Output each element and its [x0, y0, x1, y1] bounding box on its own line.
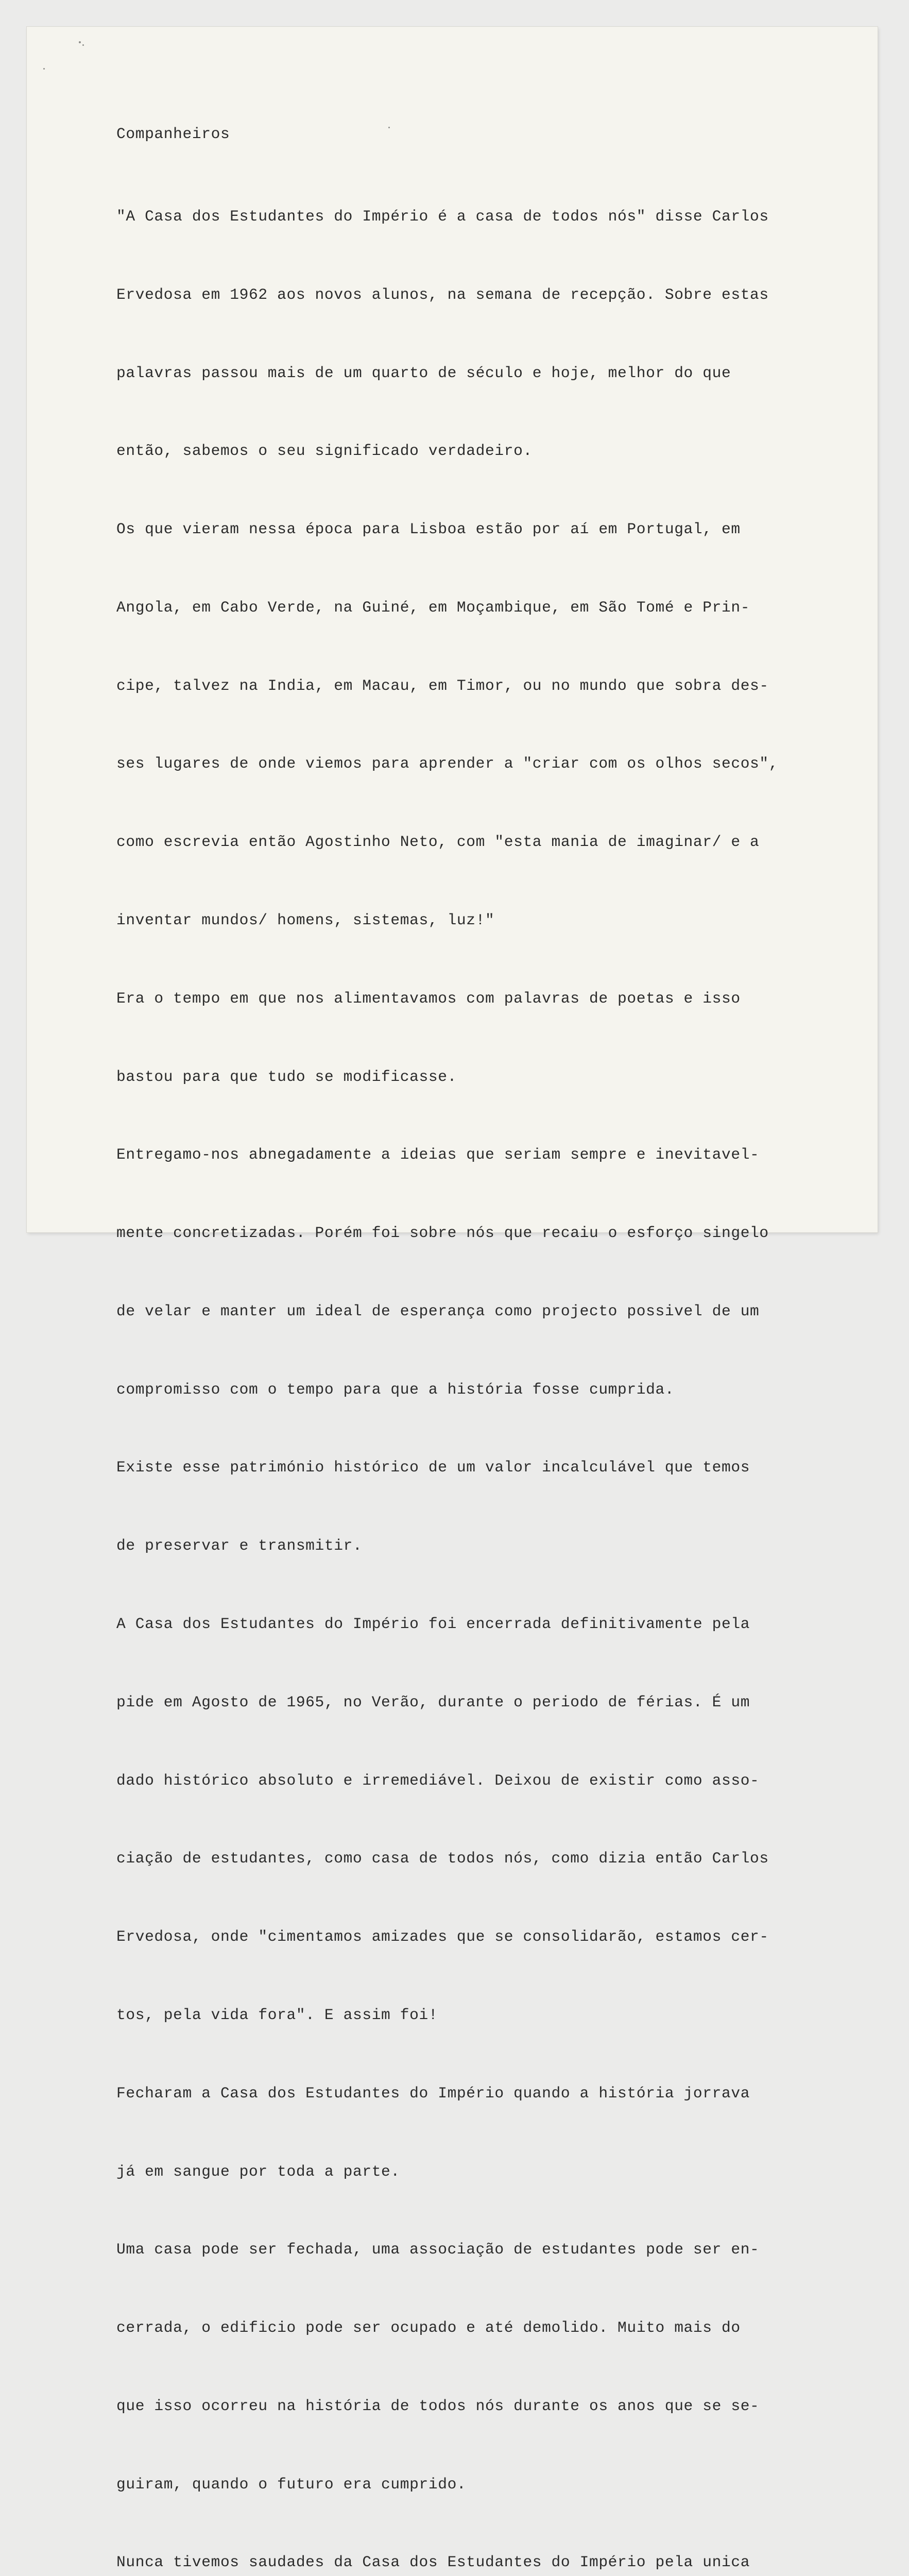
text-line: que isso ocorreu na história de todos nós durante os anos que se se-	[116, 2397, 760, 2415]
text-line: cerrada, o edificio pode ser ocupado e até demolido. Muito mais do	[116, 2319, 741, 2337]
text-line: inventar mundos/ homens, sistemas, luz!"	[116, 911, 495, 929]
text-line: pide em Agosto de 1965, no Verão, durante o periodo de férias. É um	[116, 1693, 750, 1711]
text-line: Os que vieram nessa época para Lisboa estão por aí em Portugal, em	[116, 520, 741, 538]
text-line: Ervedosa em 1962 aos novos alunos, na semana de recepção. Sobre estas	[116, 285, 769, 303]
text-line: A Casa dos Estudantes do Império foi encerrada definitivamente pela	[116, 1615, 750, 1633]
text-line: Existe esse património histórico de um valor incalculável que temos	[116, 1459, 750, 1477]
text-line: Ervedosa, onde "cimentamos amizades que se consolidarão, estamos cer-	[116, 1928, 769, 1946]
text-line: cipe, talvez na India, em Macau, em Timor, ou no mundo que sobra des-	[116, 676, 769, 694]
letter-body	[116, 69, 884, 2576]
text-line: de velar e manter um ideal de esperança como projecto possivel de um	[116, 1302, 760, 1320]
text-line: Uma casa pode ser fechada, uma associação de estudantes pode ser en-	[116, 2241, 760, 2259]
text-line: de preservar e transmitir.	[116, 1537, 363, 1555]
text-line: mente concretizadas. Porém foi sobre nós que recaiu o esforço singelo	[116, 1224, 769, 1242]
text-line: Fecharam a Casa dos Estudantes do Império quando a história jorrava	[116, 2084, 750, 2102]
text-line: guiram, quando o futuro era cumprido.	[116, 2475, 467, 2493]
paper-speck	[82, 44, 84, 46]
paper-speck	[79, 41, 81, 43]
paper-speck	[43, 68, 45, 70]
text-line: ciação de estudantes, como casa de todos nós, como dizia então Carlos	[116, 1850, 769, 1868]
text-line: dado histórico absoluto e irremediável. Deixou de existir como asso-	[116, 1771, 760, 1789]
text-line: Era o tempo em que nos alimentavamos com palavras de poetas e isso	[116, 989, 741, 1007]
text-line: então, sabemos o seu significado verdadeiro.	[116, 442, 533, 460]
text-line: "A Casa dos Estudantes do Império é a casa de todos nós" disse Carlos	[116, 207, 769, 225]
text-line: ses lugares de onde viemos para aprender a "criar com os olhos secos",	[116, 755, 779, 773]
text-line: bastou para que tudo se modificasse.	[116, 1067, 457, 1086]
text-line: como escrevia então Agostinho Neto, com "esta mania de imaginar/ e a	[116, 833, 760, 851]
text-line: Entregamo-nos abnegadamente a ideias que seriam sempre e inevitavel-	[116, 1146, 760, 1164]
text-line: já em sangue por toda a parte.	[116, 2162, 400, 2180]
text-line: palavras passou mais de um quarto de século e hoje, melhor do que	[116, 364, 731, 382]
text-line: Angola, em Cabo Verde, na Guiné, em Moçambique, em São Tomé e Prin-	[116, 598, 750, 616]
text-line: tos, pela vida fora". E assim foi!	[116, 2006, 438, 2024]
letter-heading: Companheiros	[116, 125, 230, 143]
text-line: compromisso com o tempo para que a história fosse cumprida.	[116, 1380, 675, 1398]
text-line: Nunca tivemos saudades da Casa dos Estudantes do Império pela unica	[116, 2553, 750, 2571]
